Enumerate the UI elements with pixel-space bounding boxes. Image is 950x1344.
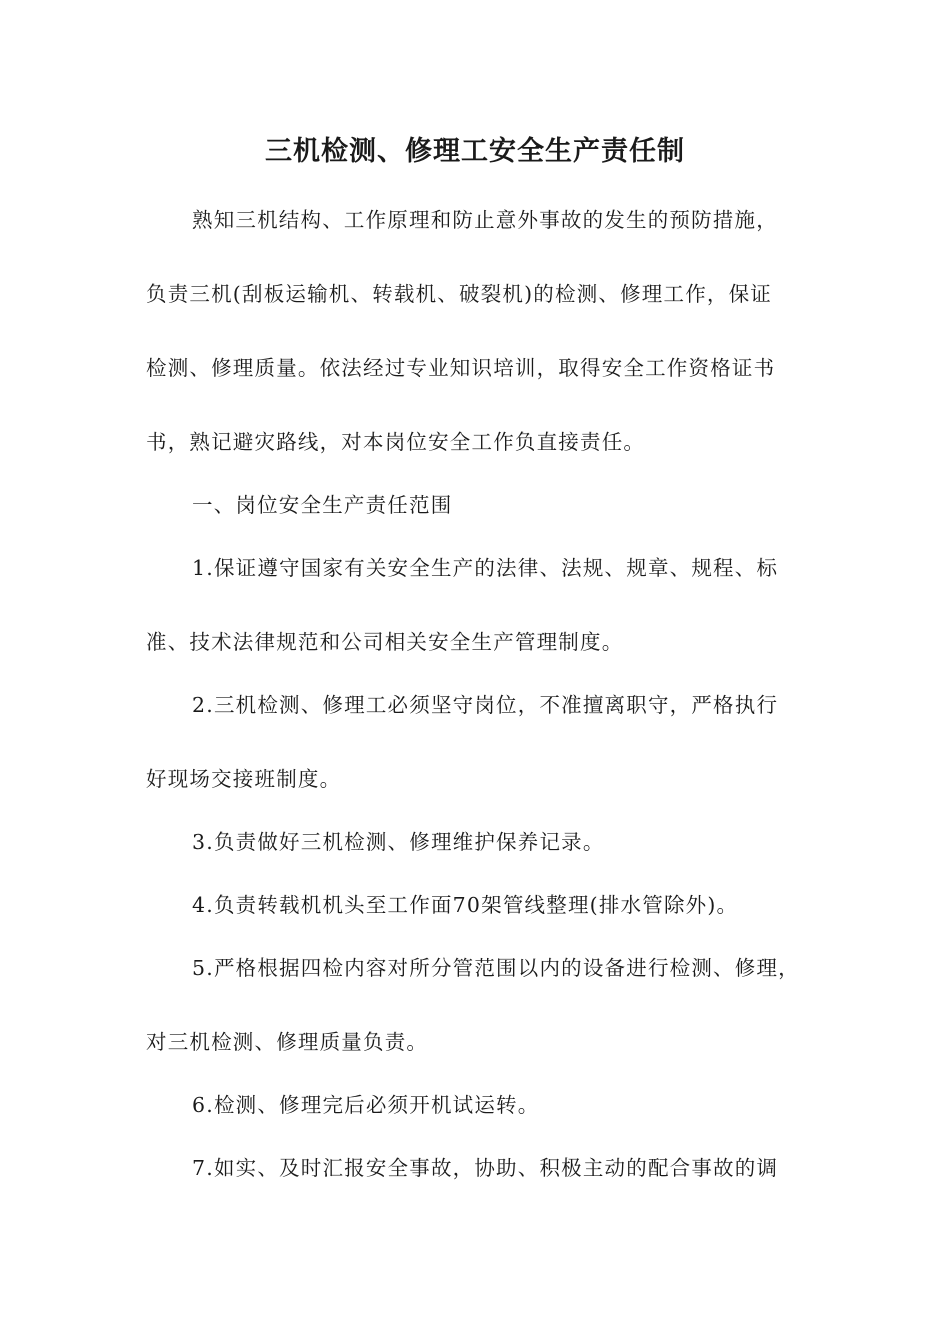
list-item-6-line: 6.检测、修理完后必须开机试运转。: [192, 1093, 540, 1117]
list-item-2-continuation: 好现场交接班制度。: [146, 767, 342, 791]
list-item-4-line: 4.负责转载机机头至工作面70架管线整理(排水管除外)。: [192, 893, 739, 917]
list-item-2-line: 2.三机检测、修理工必须坚守岗位，不准擅离职守，严格执行: [192, 693, 779, 717]
list-item-7-line: 7.如实、及时汇报安全事故，协助、积极主动的配合事故的调: [192, 1156, 779, 1180]
list-item-5-line: 5.严格根据四检内容对所分管范围以内的设备进行检测、修理，: [192, 956, 800, 980]
section-heading: 一、岗位安全生产责任范围: [192, 493, 453, 517]
list-item-3-line: 3.负责做好三机检测、修理维护保养记录。: [192, 830, 605, 854]
list-item-5-continuation: 对三机检测、修理质量负责。: [146, 1030, 429, 1054]
list-item-1-continuation: 准、技术法律规范和公司相关安全生产管理制度。: [146, 630, 624, 654]
paragraph-line: 负责三机(刮板运输机、转载机、破裂机)的检测、修理工作，保证: [146, 282, 772, 306]
paragraph-line: 检测、修理质量。依法经过专业知识培训，取得安全工作资格证书: [146, 356, 776, 380]
list-item-1-line: 1.保证遵守国家有关安全生产的法律、法规、规章、规程、标: [192, 556, 779, 580]
paragraph-line: 书，熟记避灾路线，对本岗位安全工作负直接责任。: [146, 430, 646, 454]
document-title: 三机检测、修理工安全生产责任制: [265, 136, 685, 167]
paragraph-line: 熟知三机结构、工作原理和防止意外事故的发生的预防措施，: [192, 208, 778, 232]
